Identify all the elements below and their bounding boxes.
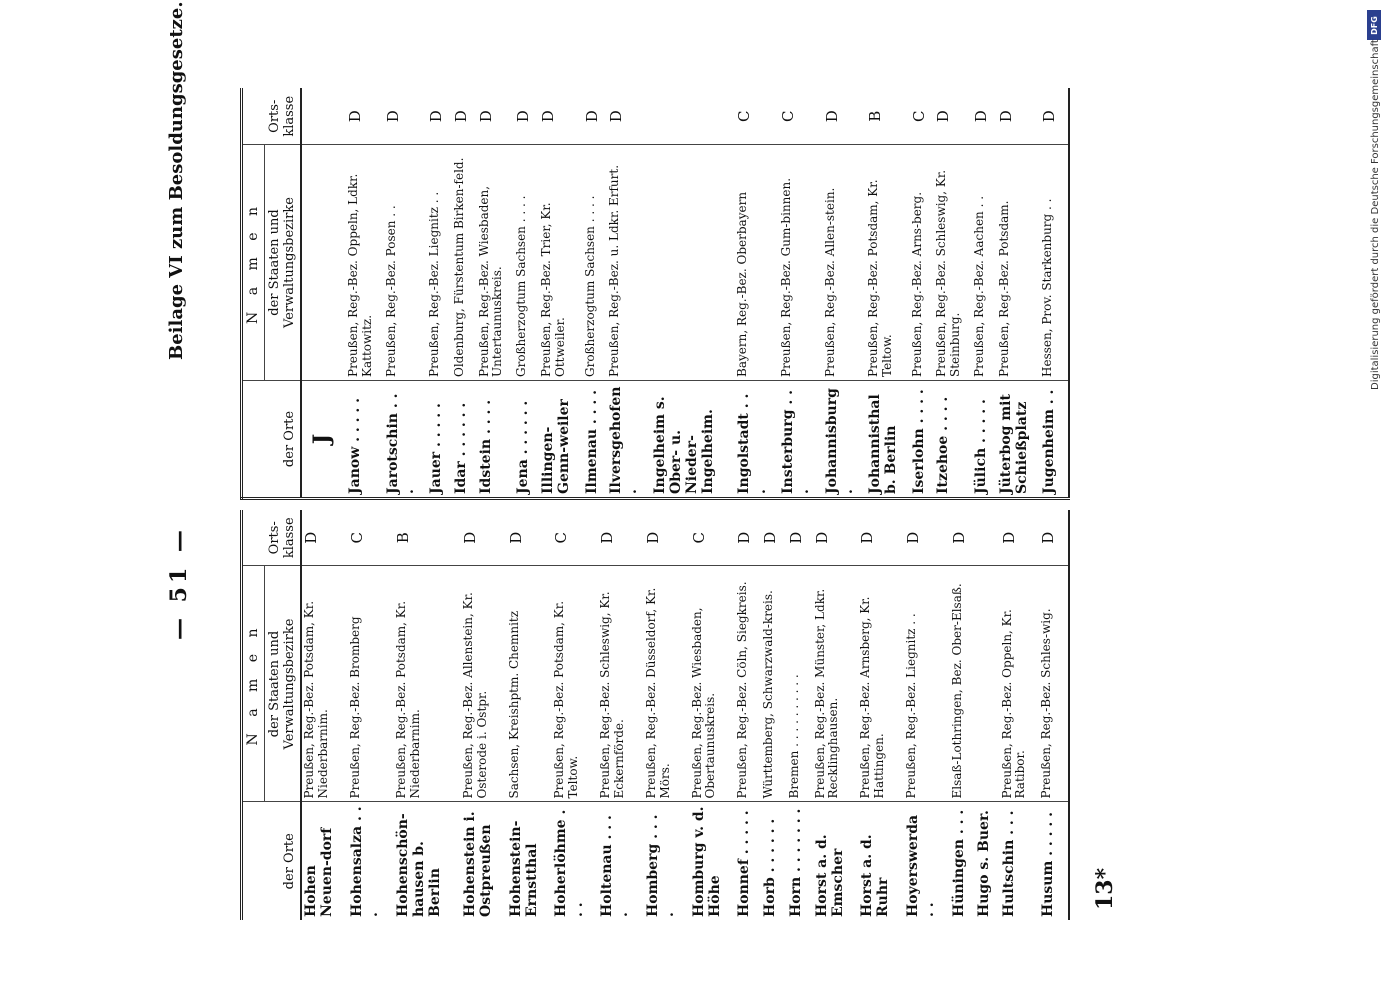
place-name: Ingelheim s. Ober- u. Nieder-Ingelheim.	[651, 391, 716, 494]
district-name: Preußen, Reg.-Bez. Bromberg	[348, 566, 394, 802]
right-table	[240, 89, 1070, 501]
orts-klasse: D	[1040, 89, 1065, 145]
table-row	[735, 510, 761, 920]
orts-klasse: D	[950, 510, 976, 566]
district-name: Württemberg, Schwarzwald-kreis.	[761, 566, 787, 802]
table-row	[690, 510, 736, 920]
place-name: Hüningen . . .	[950, 809, 967, 917]
table-row	[301, 510, 348, 920]
place-name: Hultschin . . .	[1000, 810, 1017, 917]
place-name: Insterburg . . .	[780, 385, 813, 494]
place-name: Johannisburg .	[823, 383, 856, 494]
table-row	[507, 510, 553, 920]
section-letter-spacer	[301, 89, 346, 145]
district-name: Bayern, Reg.-Bez. Oberbayern	[735, 145, 779, 381]
orts-klasse: D	[735, 510, 761, 566]
table-row	[904, 510, 950, 920]
district-name: Preußen, Reg.-Bez. Cöln, Siegkreis.	[735, 566, 761, 802]
orts-klasse: D	[904, 510, 950, 566]
district-name	[651, 145, 736, 381]
left-table	[240, 510, 1070, 920]
table-row	[583, 89, 608, 499]
section-letter-row	[301, 89, 346, 499]
orts-klasse: D	[427, 89, 452, 145]
orts-klasse: D	[384, 89, 428, 145]
table-row	[1039, 510, 1065, 920]
place-name: Hohenstein i. Ostpreußen	[461, 806, 495, 917]
place-name: Jena . . . . . .	[515, 400, 532, 494]
filler-cell	[1065, 381, 1069, 499]
tables-container	[240, 80, 1070, 920]
orts-klasse: C	[910, 89, 935, 145]
table-row	[997, 89, 1041, 499]
place-name: Jugenheim . .	[1041, 389, 1058, 494]
col-header-klasse: Orts-klasse	[242, 89, 301, 145]
place-name: Hohensalza . . .	[349, 801, 382, 917]
orts-klasse: D	[583, 89, 608, 145]
orts-klasse: D	[1039, 510, 1065, 566]
signature-mark: 13*	[1092, 867, 1118, 910]
table-row	[866, 89, 910, 499]
orts-klasse: C	[690, 510, 736, 566]
place-name: Hoyerswerda . .	[904, 810, 938, 917]
section-letter-spacer	[301, 145, 346, 381]
table-row	[975, 510, 999, 920]
place-name: Husum . . . . .	[1040, 811, 1057, 917]
district-name: Sachsen, Kreishptm. Chemnitz	[507, 566, 553, 802]
table-row	[394, 510, 461, 920]
place-name: Jüterbog mit Schießplatz	[997, 389, 1030, 494]
orts-klasse: D	[477, 89, 515, 145]
table-row	[972, 89, 997, 499]
orts-klasse: D	[644, 510, 690, 566]
table-row	[552, 510, 598, 920]
orts-klasse: C	[779, 89, 823, 145]
filler-cell	[1065, 802, 1069, 920]
table-row	[346, 89, 384, 499]
place-name: Jarotschin . . .	[384, 388, 417, 494]
place-name: Hugo s. Buer.	[976, 810, 993, 917]
digitization-note: Digitalisierung gefördert durch die Deutsche Forschungsgemeinschaft	[1370, 39, 1381, 390]
col-header-staat: der Staaten und Verwaltungsbezirke	[264, 145, 301, 381]
place-name: Johannisthal b. Berlin	[867, 389, 900, 494]
district-name: Preußen, Reg.-Bez. Allenstein, Kr. Osterode i. Ostpr.	[461, 566, 507, 802]
place-name: Horb . . . . . .	[762, 818, 779, 917]
district-name: Preußen, Reg.-Bez. Liegnitz . .	[904, 566, 950, 802]
col-header-staat: der Staaten und Verwaltungsbezirke	[264, 566, 301, 802]
orts-klasse	[975, 510, 999, 566]
col-header-ort: der Orte	[242, 802, 301, 920]
filler-cell	[1065, 89, 1069, 145]
district-name: Preußen, Reg.-Bez. Arns-berg.	[910, 145, 935, 381]
orts-klasse: B	[866, 89, 910, 145]
place-name: Ilversgehofen .	[608, 381, 641, 494]
district-name: Preußen, Reg.-Bez. Aachen . .	[972, 145, 997, 381]
district-name: Bremen . . . . . . . . . .	[787, 566, 813, 802]
district-name: Preußen, Reg.-Bez. Düsseldorf, Kr. Mörs.	[644, 566, 690, 802]
place-name: Idar . . . . . .	[452, 402, 469, 494]
place-name: Jülich . . . . .	[973, 399, 990, 494]
table-row	[823, 89, 867, 499]
orts-klasse: C	[552, 510, 598, 566]
left-table-body	[301, 510, 1069, 920]
orts-klasse: D	[761, 510, 787, 566]
table-row	[735, 89, 779, 499]
table-row	[598, 510, 644, 920]
orts-klasse	[651, 89, 736, 145]
district-name: Preußen, Reg.-Bez. Potsdam, Kr. Teltow.	[552, 566, 598, 802]
filler-cell	[1065, 510, 1069, 566]
table-row	[651, 89, 736, 499]
table-row	[779, 89, 823, 499]
running-head	[160, 1, 220, 920]
table-row	[348, 510, 394, 920]
table-row	[761, 510, 787, 920]
orts-klasse: D	[452, 89, 477, 145]
table-row	[1040, 89, 1065, 499]
district-name: Großherzogtum Sachsen . . . .	[583, 145, 608, 381]
table-row	[787, 510, 813, 920]
col-header-klasse: Orts-klasse	[242, 510, 301, 566]
district-name: Hessen, Prov. Starkenburg . .	[1040, 145, 1065, 381]
place-name: Janow . . . . .	[347, 397, 364, 494]
orts-klasse: D	[514, 89, 539, 145]
orts-klasse: D	[858, 510, 904, 566]
page-number: — 51 —	[166, 526, 192, 640]
place-name: Hohen Neuen-dorf	[302, 827, 336, 917]
place-name: Horst a. d. Emscher	[813, 829, 846, 917]
table-row	[934, 89, 972, 499]
col-header-namen: N a m e n	[242, 145, 265, 381]
orts-klasse: D	[301, 510, 348, 566]
place-name: Itzehoe . . . .	[935, 396, 952, 494]
table-row	[384, 89, 428, 499]
district-name: Preußen, Reg.-Bez. Liegnitz . .	[427, 145, 452, 381]
district-name: Preußen, Reg.-Bez. Gum-binnen.	[779, 145, 823, 381]
district-name: Großherzogtum Sachsen . . . .	[514, 145, 539, 381]
district-name: Preußen, Reg.-Bez. Potsdam, Kr. Teltow.	[866, 145, 910, 381]
table-row	[514, 89, 539, 499]
district-name: Preußen, Reg.-Bez. Potsdam.	[997, 145, 1041, 381]
table-row	[1000, 510, 1040, 920]
district-name: Preußen, Reg.-Bez. Potsdam, Kr. Niederbarnim.	[301, 566, 348, 802]
table-row	[910, 89, 935, 499]
orts-klasse: D	[539, 89, 583, 145]
district-name: Preußen, Reg.-Bez. Trier, Kr. Ottweiler.	[539, 145, 583, 381]
orts-klasse: B	[394, 510, 461, 566]
table-row	[452, 89, 477, 499]
table-row	[607, 89, 651, 499]
district-name: Oldenburg, Fürstentum Birken-feld.	[452, 145, 477, 381]
place-name: Iserlohn . . . .	[910, 389, 927, 494]
table-filler-row	[1065, 510, 1069, 920]
table-filler-row	[1065, 89, 1069, 499]
district-name	[975, 566, 999, 802]
right-table-body	[301, 89, 1069, 499]
dfg-logo	[1367, 10, 1381, 40]
district-name: Preußen, Reg.-Bez. Münster, Ldkr. Recklinghausen.	[813, 566, 859, 802]
orts-klasse: D	[598, 510, 644, 566]
district-name: Preußen, Reg.-Bez. Potsdam, Kr. Niederbarnim.	[394, 566, 461, 802]
table-row	[644, 510, 690, 920]
district-name: Preußen, Reg.-Bez. Schles-wig.	[1039, 566, 1065, 802]
district-name: Elsaß-Lothringen, Bez. Ober-Elsaß.	[950, 566, 976, 802]
table-row	[539, 89, 583, 499]
orts-klasse: C	[348, 510, 394, 566]
table-row	[477, 89, 515, 499]
filler-cell	[1065, 566, 1069, 802]
place-name: Hohenstein-Ernstthal	[507, 820, 540, 917]
orts-klasse: D	[823, 89, 867, 145]
place-name: Ingolstadt . . .	[736, 388, 769, 494]
district-name: Preußen, Reg.-Bez. Wiesbaden, Untertaunuskreis.	[477, 145, 515, 381]
place-name: Idstein . . . .	[477, 399, 494, 494]
header-title: Beilage VI zum Besoldungsgesetze.	[166, 1, 187, 360]
rotated-page	[160, 1, 1160, 920]
place-name: Honnef . . . . .	[736, 810, 753, 917]
filler-cell	[1065, 145, 1069, 381]
place-name: Illingen-Genn-weiler	[539, 399, 572, 494]
orts-klasse: D	[787, 510, 813, 566]
district-name: Preußen, Reg.-Bez. Posen . .	[384, 145, 428, 381]
district-name: Preußen, Reg.-Bez. Schleswig, Kr. Steinburg.	[934, 145, 972, 381]
table-row	[858, 510, 904, 920]
district-name: Preußen, Reg.-Bez. Schleswig, Kr. Eckernförde.	[598, 566, 644, 802]
orts-klasse: D	[507, 510, 553, 566]
place-name: Hohenschön-hausen b. Berlin	[394, 813, 443, 917]
district-name: Preußen, Reg.-Bez. Oppeln, Kr. Ratibor.	[1000, 566, 1040, 802]
table-row	[813, 510, 859, 920]
orts-klasse: D	[813, 510, 859, 566]
place-name: Ilmenau . . . .	[583, 389, 600, 494]
orts-klasse: D	[346, 89, 384, 145]
district-name: Preußen, Reg.-Bez. Wiesbaden, Obertaunuskreis.	[690, 566, 736, 802]
place-name: Homberg . . . .	[644, 809, 677, 917]
col-header-namen: N a m e n	[242, 566, 265, 802]
orts-klasse: D	[997, 89, 1041, 145]
dfg-logo-text: DFG	[1369, 15, 1379, 35]
col-header-ort: der Orte	[242, 381, 301, 499]
place-name: Hoherlöhme . . .	[553, 804, 586, 917]
place-name: Holtenau . . . .	[599, 810, 632, 917]
place-name: Jauer . . . . .	[428, 403, 445, 494]
table-row	[427, 89, 452, 499]
orts-klasse: D	[972, 89, 997, 145]
district-name: Preußen, Reg.-Bez. Oppeln, Ldkr. Kattowitz.	[346, 145, 384, 381]
section-letter: J	[308, 433, 335, 445]
district-name: Preußen, Reg.-Bez. u. Ldkr. Erfurt.	[607, 145, 651, 381]
district-name: Preußen, Reg.-Bez. Allen-stein.	[823, 145, 867, 381]
orts-klasse: D	[934, 89, 972, 145]
place-name: Homburg v. d. Höhe	[690, 801, 723, 917]
orts-klasse: D	[1000, 510, 1040, 566]
table-row	[950, 510, 976, 920]
place-name: Horn . . . . . . .	[787, 808, 804, 917]
orts-klasse: D	[607, 89, 651, 145]
place-name: Horst a. d. Ruhr	[859, 829, 892, 917]
table-row	[461, 510, 507, 920]
district-name: Preußen, Reg.-Bez. Arnsberg, Kr. Hattingen.	[858, 566, 904, 802]
orts-klasse: D	[461, 510, 507, 566]
orts-klasse: C	[735, 89, 779, 145]
